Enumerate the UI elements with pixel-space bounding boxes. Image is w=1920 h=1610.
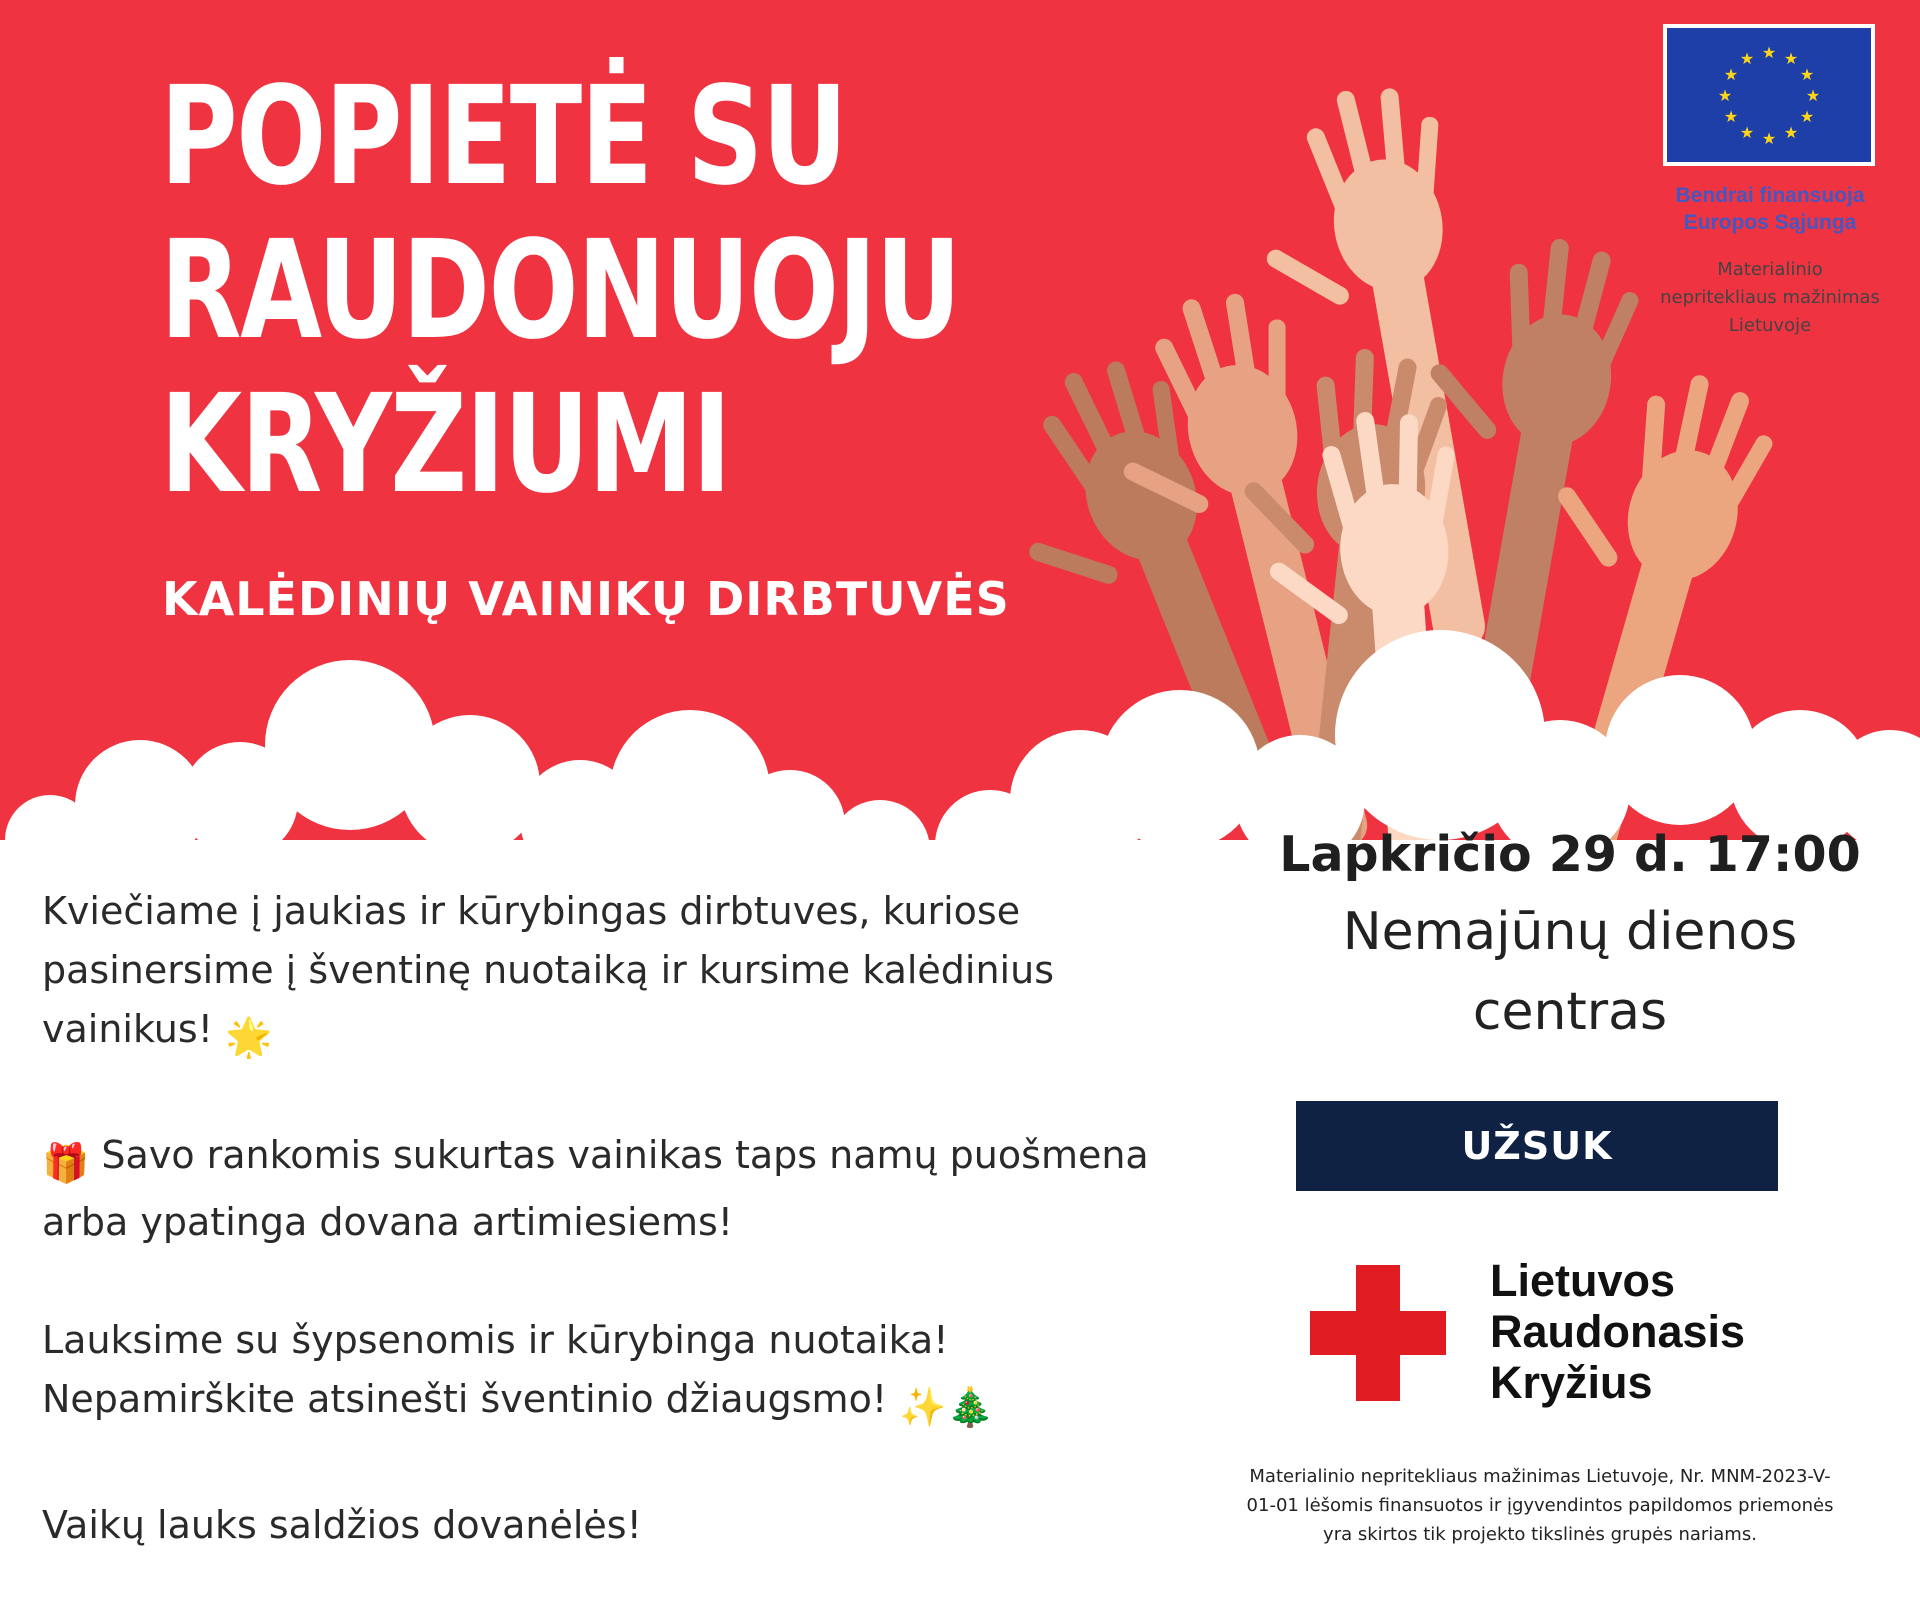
eu-program-line-3: Lietuvoje — [1728, 315, 1812, 336]
red-cross-line-3: Kryžius — [1490, 1357, 1653, 1408]
title-line-2: RAUDONUOJU — [160, 212, 960, 370]
eu-flag-icon — [1663, 24, 1875, 166]
svg-text:★: ★ — [1783, 123, 1799, 142]
description-paragraph-4 — [42, 1496, 1222, 1555]
eu-caption-line-1: Bendrai finansuoja — [1675, 184, 1865, 207]
svg-text:★: ★ — [1761, 129, 1777, 148]
sparkles-tree-icon: ✨🎄 — [899, 1385, 994, 1429]
svg-text:★: ★ — [1783, 49, 1799, 68]
paragraph-3-line-1: Lauksime su šypsenomis ir kūrybinga nuotaika! — [42, 1318, 949, 1362]
red-cross-line-2: Raudonasis — [1490, 1306, 1746, 1357]
title-line-3: KRYŽIUMI — [160, 366, 730, 524]
svg-text:★: ★ — [1799, 65, 1815, 84]
event-title — [160, 60, 960, 522]
eu-program-line-1: Materialinio — [1717, 259, 1823, 280]
eu-cofunding-caption — [1620, 182, 1920, 236]
red-cross-line-1: Lietuvos — [1490, 1255, 1676, 1306]
svg-text:★: ★ — [1739, 49, 1755, 68]
star-icon: 🌟 — [225, 1015, 273, 1059]
description-paragraph-1 — [42, 882, 1222, 1067]
funding-disclaimer: Materialinio nepritekliaus mažinimas Lietuvoje, Nr. MNM-2023-V-01-01 lėšomis finansuotos ir įgyvendintos papildomos priemonės yra skirtos tik projekto tikslinės grupės nariams. — [1246, 1466, 1834, 1545]
paragraph-4-text: Vaikų lauks saldžios dovanėlės! — [42, 1503, 642, 1547]
paragraph-1-text: Kviečiame į jaukias ir kūrybingas dirbtuves, kuriose pasinersime į šventinę nuotaiką ir kursime kalėdinius vainikus! — [42, 889, 1054, 1051]
eu-program-line-2: nepritekliaus mažinimas — [1660, 287, 1880, 308]
title-line-1: POPIETĖ SU — [160, 58, 847, 216]
event-date-time: Lapkričio 29 d. 17:00 — [1279, 826, 1861, 883]
location-line-2: centras — [1472, 982, 1668, 1042]
eu-program-name — [1620, 256, 1920, 340]
location-line-1: Nemajūnų dienos — [1342, 902, 1798, 962]
svg-text:★: ★ — [1717, 86, 1733, 105]
uzsuk-button[interactable]: UŽSUK — [1296, 1101, 1778, 1191]
paragraph-3-line-2: Nepamirškite atsinešti šventinio džiaugsmo! — [42, 1377, 888, 1421]
event-description — [42, 882, 1222, 1610]
svg-text:★: ★ — [1799, 107, 1815, 126]
svg-text:★: ★ — [1805, 86, 1821, 105]
red-cross-logo-text — [1490, 1255, 1745, 1408]
svg-text:★: ★ — [1723, 107, 1739, 126]
red-cross-icon — [1310, 1265, 1446, 1401]
eu-caption-line-2: Europos Sąjunga — [1683, 211, 1857, 234]
svg-text:★: ★ — [1761, 43, 1777, 62]
svg-text:★: ★ — [1739, 123, 1755, 142]
workshop-subtitle: KALĖDINIŲ VAINIKŲ DIRBTUVĖS — [162, 572, 1010, 626]
svg-text:★: ★ — [1723, 65, 1739, 84]
gift-icon: 🎁 — [42, 1141, 90, 1185]
event-details — [1240, 820, 1900, 1052]
description-paragraph-2 — [42, 1126, 1222, 1252]
paragraph-2-text: Savo rankomis sukurtas vainikas taps namų puošmena arba ypatinga dovana artimiesiems! — [42, 1133, 1149, 1244]
event-location — [1240, 892, 1900, 1052]
description-paragraph-3 — [42, 1311, 1222, 1437]
